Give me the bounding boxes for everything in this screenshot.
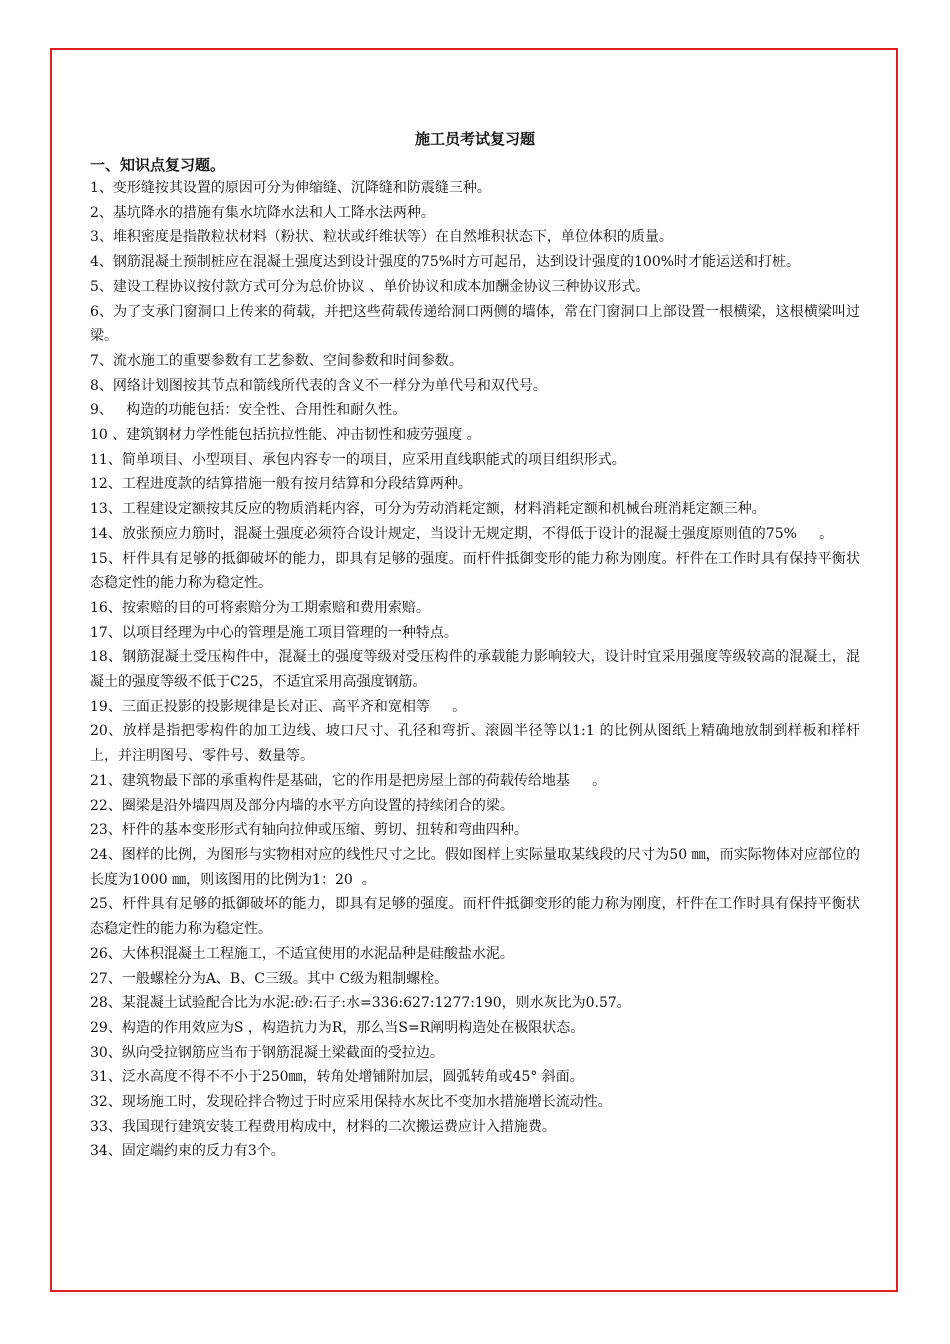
list-item: 15、杆件具有足够的抵御破坏的能力，即具有足够的强度。而杆件抵御变形的能力称为刚度。杆件在工作时具有保持平衡状态稳定性的能力称为稳定性。: [90, 550, 860, 592]
list-item: 27、一般螺栓分为A、B、C三级。其中 C级为粗制螺栓。: [90, 970, 449, 987]
list-item: 17、以项目经理为中心的管理是施工项目管理的一种特点。: [90, 624, 458, 641]
list-item: 5、建设工程协议按付款方式可分为总价协议 、单价协议和成本加酬金协议三种协议形式。: [90, 278, 650, 295]
list-item: 7、流水施工的重要参数有工艺参数、空间参数和时间参数。: [90, 352, 463, 369]
list-item: 1、变形缝按其设置的原因可分为伸缩缝、沉降缝和防震缝三种。: [90, 180, 491, 196]
list-item: 2、基坑降水的措施有集水坑降水法和人工降水法两种。: [90, 204, 435, 221]
list-item: 30、纵向受拉钢筋应当布于钢筋混凝土梁截面的受拉边。: [90, 1044, 444, 1061]
list-item: 3、堆积密度是指散粒状材料（粉状、粒状或纤维状等）在自然堆积状态下，单位体积的质量。: [90, 229, 673, 246]
question-list: [90, 176, 860, 1164]
list-item: 6、为了支承门窗洞口上传来的荷载，并把这些荷载传递给洞口两侧的墙体，常在门窗洞口上部设置一根横梁，这根横梁叫过梁。: [90, 303, 860, 345]
list-item: 8、网络计划图按其节点和箭线所代表的含义不一样分为单代号和双代号。: [90, 377, 547, 394]
list-item: 18、钢筋混凝土受压构件中，混凝土的强度等级对受压构件的承载能力影响较大，设计时宜采用强度等级较高的混凝土，混凝土的强度等级不低于C25，不适宜采用高强度钢筋。: [90, 649, 860, 691]
list-item: 33、我国现行建筑安装工程费用构成中，材料的二次搬运费应计入措施费。: [90, 1118, 556, 1135]
list-item: 29、构造的作用效应为S ，构造抗力为R，那么当S=R阐明构造处在极限状态。: [90, 1019, 585, 1036]
list-item: 31、泛水高度不得不不小于250㎜，转角处增铺附加层，圆弧转角或45° 斜面。: [90, 1069, 584, 1086]
list-item: 25、杆件具有足够的抵御破坏的能力，即具有足够的强度。而杆件抵御变形的能力称为刚度，杆件在工作时具有保持平衡状态稳定性的能力称为稳定性。: [90, 896, 860, 938]
list-item: 21、建筑物最下部的承重构件是基础，它的作用是把房屋上部的荷载传给地基 。: [90, 772, 607, 789]
section-heading: 一、知识点复习题。: [90, 156, 226, 174]
list-item: 9、 构造的功能包括：安全性、合用性和耐久性。: [90, 402, 407, 419]
list-item: 24、图样的比例，为图形与实物相对应的线性尺寸之比。假如图样上实际量取某线段的尺寸为50 ㎜，而实际物体对应部位的长度为1000 ㎜，则该图用的比例为1：20 。: [90, 846, 860, 888]
list-item: 13、工程建设定额按其反应的物质消耗内容，可分为劳动消耗定额，材料消耗定额和机械台班消耗定额三种。: [90, 501, 766, 518]
document-title: 施工员考试复习题: [414, 130, 535, 148]
list-item: 12、工程进度款的结算措施一般有按月结算和分段结算两种。: [90, 476, 472, 493]
list-item: 20、放样是指把零构件的加工边线、坡口尺寸、孔径和弯折、滚圆半径等以1:1 的比例从图纸上精确地放制到样板和样杆上，并注明图号、零件号、数量等。: [90, 723, 860, 765]
list-item: 11、简单项目、小型项目、承包内容专一的项目，应采用直线职能式的项目组织形式。: [90, 451, 626, 468]
list-item: 22、圈梁是沿外墙四周及部分内墙的水平方向设置的持续闭合的梁。: [90, 797, 514, 814]
list-item: 4、钢筋混凝土预制桩应在混凝土强度达到设计强度的75%时方可起吊，达到设计强度的100%时才能运送和打桩。: [90, 254, 801, 271]
list-item: 10 、建筑钢材力学性能包括抗拉性能、冲击韧性和疲劳强度 。: [90, 427, 481, 444]
list-item: 16、按索赔的目的可将索赔分为工期索赔和费用索赔。: [90, 599, 430, 616]
list-item: 34、固定端约束的反力有3个。: [90, 1143, 285, 1160]
list-item: 23、杆件的基本变形形式有轴向拉伸或压缩、剪切、扭转和弯曲四种。: [90, 822, 528, 839]
list-item: 32、现场施工时，发现砼拌合物过于时应采用保持水灰比不变加水措施增长流动性。: [90, 1094, 612, 1111]
document-body: [90, 128, 860, 1164]
list-item: 26、大体积混凝土工程施工，不适宜使用的水泥品种是硅酸盐水泥。: [90, 945, 514, 962]
list-item: 19、三面正投影的投影规律是长对正、高平齐和宽相等 。: [90, 698, 467, 715]
list-item: 14、放张预应力筋时，混凝土强度必须符合设计规定，当设计无规定期，不得低于设计的混凝土强度原则值的75% 。: [90, 525, 834, 542]
list-item: 28、某混凝土试验配合比为水泥:砂:石子:水=336:627:1277:190，则水灰比为0.57。: [90, 995, 631, 1012]
